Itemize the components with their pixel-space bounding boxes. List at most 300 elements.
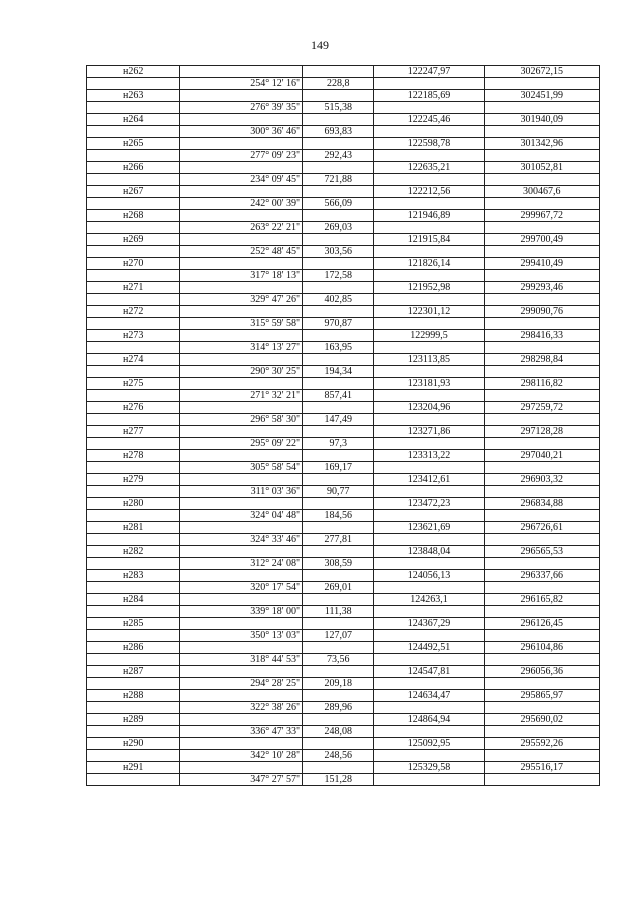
- point-id-cell: [87, 414, 180, 426]
- coordinate-y: 296337,66: [484, 570, 599, 582]
- point-id: н263: [87, 90, 180, 102]
- segment-row: [87, 390, 600, 402]
- point-row: [87, 570, 600, 582]
- point-row: [87, 210, 600, 222]
- distance-cell: [303, 762, 374, 774]
- coordinate-x-cell: [374, 150, 484, 162]
- coordinate-x: 121946,89: [374, 210, 484, 222]
- point-id: н283: [87, 570, 180, 582]
- point-row: [87, 378, 600, 390]
- direction-angle-cell: [180, 546, 303, 558]
- point-row: [87, 762, 600, 774]
- direction-angle-cell: [180, 522, 303, 534]
- point-id-cell: [87, 222, 180, 234]
- coordinate-x: 124547,81: [374, 666, 484, 678]
- coordinate-x-cell: [374, 534, 484, 546]
- coordinate-y: 302672,15: [484, 66, 599, 78]
- point-id-cell: [87, 726, 180, 738]
- coordinate-y: 295865,97: [484, 690, 599, 702]
- coordinate-y-cell: [484, 150, 599, 162]
- direction-angle-cell: [180, 594, 303, 606]
- coordinate-x: 122212,56: [374, 186, 484, 198]
- point-row: [87, 594, 600, 606]
- point-id-cell: [87, 582, 180, 594]
- point-id: н284: [87, 594, 180, 606]
- distance-cell: [303, 234, 374, 246]
- distance-cell: [303, 282, 374, 294]
- coordinate-x-cell: [374, 342, 484, 354]
- direction-angle: 322° 38' 26": [180, 702, 303, 714]
- point-id-cell: [87, 630, 180, 642]
- point-id: н289: [87, 714, 180, 726]
- segment-row: [87, 726, 600, 738]
- distance: 228,8: [303, 78, 374, 90]
- coordinate-y-cell: [484, 654, 599, 666]
- distance-cell: [303, 114, 374, 126]
- distance: 151,28: [303, 774, 374, 786]
- point-row: [87, 546, 600, 558]
- direction-angle-cell: [180, 426, 303, 438]
- direction-angle-cell: [180, 282, 303, 294]
- distance: 292,43: [303, 150, 374, 162]
- coordinate-x: 124263,1: [374, 594, 484, 606]
- coordinate-x-cell: [374, 678, 484, 690]
- point-row: [87, 618, 600, 630]
- segment-row: [87, 486, 600, 498]
- coordinate-x: 123181,93: [374, 378, 484, 390]
- coordinate-y: 295592,26: [484, 738, 599, 750]
- coordinate-x-cell: [374, 318, 484, 330]
- point-row: [87, 162, 600, 174]
- coordinate-y-cell: [484, 318, 599, 330]
- point-id: н286: [87, 642, 180, 654]
- distance-cell: [303, 666, 374, 678]
- coordinate-y: 299967,72: [484, 210, 599, 222]
- point-row: [87, 474, 600, 486]
- segment-row: [87, 414, 600, 426]
- coordinate-y-cell: [484, 702, 599, 714]
- coordinate-x-cell: [374, 270, 484, 282]
- coordinate-y: 299293,46: [484, 282, 599, 294]
- segment-row: [87, 342, 600, 354]
- coordinate-x: 124492,51: [374, 642, 484, 654]
- point-id-cell: [87, 486, 180, 498]
- distance: 721,88: [303, 174, 374, 186]
- point-row: [87, 642, 600, 654]
- coordinate-y: 296104,86: [484, 642, 599, 654]
- point-id-cell: [87, 390, 180, 402]
- distance: 277,81: [303, 534, 374, 546]
- coordinate-x-cell: [374, 390, 484, 402]
- distance: 111,38: [303, 606, 374, 618]
- page-number: 149: [311, 38, 329, 52]
- point-row: [87, 426, 600, 438]
- point-id: н288: [87, 690, 180, 702]
- coordinate-x-cell: [374, 702, 484, 714]
- segment-row: [87, 774, 600, 786]
- segment-row: [87, 654, 600, 666]
- coordinate-y-cell: [484, 462, 599, 474]
- coordinates-table-body: [87, 66, 600, 786]
- coordinate-x: 123313,22: [374, 450, 484, 462]
- coordinate-x-cell: [374, 558, 484, 570]
- segment-row: [87, 462, 600, 474]
- direction-angle-cell: [180, 186, 303, 198]
- coordinate-y-cell: [484, 270, 599, 282]
- distance: 127,07: [303, 630, 374, 642]
- coordinate-x-cell: [374, 246, 484, 258]
- direction-angle: 336° 47' 33": [180, 726, 303, 738]
- direction-angle-cell: [180, 354, 303, 366]
- direction-angle-cell: [180, 402, 303, 414]
- coordinates-table: [86, 65, 600, 786]
- segment-row: [87, 270, 600, 282]
- direction-angle-cell: [180, 234, 303, 246]
- point-id: н272: [87, 306, 180, 318]
- segment-row: [87, 102, 600, 114]
- coordinate-x-cell: [374, 510, 484, 522]
- point-id-cell: [87, 702, 180, 714]
- segment-row: [87, 750, 600, 762]
- direction-angle: 317° 18' 13": [180, 270, 303, 282]
- coordinate-y-cell: [484, 414, 599, 426]
- direction-angle: 277° 09' 23": [180, 150, 303, 162]
- direction-angle-cell: [180, 642, 303, 654]
- point-id: н280: [87, 498, 180, 510]
- coordinate-x-cell: [374, 654, 484, 666]
- direction-angle-cell: [180, 162, 303, 174]
- segment-row: [87, 582, 600, 594]
- coordinate-y: 296565,53: [484, 546, 599, 558]
- direction-angle: 254° 12' 16": [180, 78, 303, 90]
- point-id-cell: [87, 750, 180, 762]
- coordinate-y: 299410,49: [484, 258, 599, 270]
- direction-angle-cell: [180, 258, 303, 270]
- coordinate-x-cell: [374, 774, 484, 786]
- coordinate-y: 297259,72: [484, 402, 599, 414]
- distance: 73,56: [303, 654, 374, 666]
- coordinate-x-cell: [374, 102, 484, 114]
- segment-row: [87, 318, 600, 330]
- point-id-cell: [87, 78, 180, 90]
- coordinate-x-cell: [374, 198, 484, 210]
- distance-cell: [303, 642, 374, 654]
- coordinate-y: 296126,45: [484, 618, 599, 630]
- point-id: н287: [87, 666, 180, 678]
- distance: 515,38: [303, 102, 374, 114]
- point-row: [87, 234, 600, 246]
- direction-angle: 320° 17' 54": [180, 582, 303, 594]
- direction-angle: 300° 36' 46": [180, 126, 303, 138]
- direction-angle-cell: [180, 138, 303, 150]
- direction-angle-cell: [180, 690, 303, 702]
- coordinate-y-cell: [484, 774, 599, 786]
- point-id: н275: [87, 378, 180, 390]
- coordinate-y-cell: [484, 174, 599, 186]
- coordinate-y: 299090,76: [484, 306, 599, 318]
- coordinate-x: 123412,61: [374, 474, 484, 486]
- coordinate-x: 125092,95: [374, 738, 484, 750]
- coordinate-x-cell: [374, 462, 484, 474]
- distance: 308,59: [303, 558, 374, 570]
- direction-angle-cell: [180, 762, 303, 774]
- point-id-cell: [87, 678, 180, 690]
- point-row: [87, 330, 600, 342]
- coordinate-x-cell: [374, 366, 484, 378]
- segment-row: [87, 702, 600, 714]
- coordinate-y: 295516,17: [484, 762, 599, 774]
- coordinate-y-cell: [484, 534, 599, 546]
- segment-row: [87, 150, 600, 162]
- distance: 402,85: [303, 294, 374, 306]
- coordinate-x: 124864,94: [374, 714, 484, 726]
- coordinate-x-cell: [374, 126, 484, 138]
- direction-angle-cell: [180, 498, 303, 510]
- coordinate-x: 121826,14: [374, 258, 484, 270]
- direction-angle-cell: [180, 330, 303, 342]
- segment-row: [87, 678, 600, 690]
- direction-angle: 329° 47' 26": [180, 294, 303, 306]
- point-id-cell: [87, 174, 180, 186]
- direction-angle-cell: [180, 66, 303, 78]
- coordinate-x: 122301,12: [374, 306, 484, 318]
- point-id-cell: [87, 534, 180, 546]
- distance-cell: [303, 258, 374, 270]
- coordinate-y-cell: [484, 102, 599, 114]
- distance: 303,56: [303, 246, 374, 258]
- direction-angle: 315° 59' 58": [180, 318, 303, 330]
- direction-angle-cell: [180, 714, 303, 726]
- coordinate-x: 122245,46: [374, 114, 484, 126]
- direction-angle: 339° 18' 00": [180, 606, 303, 618]
- segment-row: [87, 222, 600, 234]
- coordinate-x-cell: [374, 78, 484, 90]
- direction-angle-cell: [180, 738, 303, 750]
- segment-row: [87, 246, 600, 258]
- coordinate-y-cell: [484, 630, 599, 642]
- point-row: [87, 138, 600, 150]
- coordinate-y-cell: [484, 726, 599, 738]
- coordinate-y: 296834,88: [484, 498, 599, 510]
- point-id-cell: [87, 126, 180, 138]
- point-id: н274: [87, 354, 180, 366]
- coordinate-y-cell: [484, 198, 599, 210]
- coordinate-y: 298416,33: [484, 330, 599, 342]
- coordinate-x: 125329,58: [374, 762, 484, 774]
- direction-angle: 311° 03' 36": [180, 486, 303, 498]
- coordinate-y: 298116,82: [484, 378, 599, 390]
- distance: 857,41: [303, 390, 374, 402]
- coordinate-y-cell: [484, 582, 599, 594]
- point-id-cell: [87, 270, 180, 282]
- direction-angle: 350° 13' 03": [180, 630, 303, 642]
- direction-angle: 347° 27' 57": [180, 774, 303, 786]
- coordinate-x-cell: [374, 630, 484, 642]
- point-id: н268: [87, 210, 180, 222]
- point-row: [87, 114, 600, 126]
- coordinate-y: 301052,81: [484, 162, 599, 174]
- direction-angle: 305° 58' 54": [180, 462, 303, 474]
- coordinate-x: 122635,21: [374, 162, 484, 174]
- point-row: [87, 354, 600, 366]
- coordinate-y: 297040,21: [484, 450, 599, 462]
- point-id: н262: [87, 66, 180, 78]
- point-row: [87, 522, 600, 534]
- distance-cell: [303, 186, 374, 198]
- direction-angle-cell: [180, 378, 303, 390]
- direction-angle-cell: [180, 306, 303, 318]
- point-id: н273: [87, 330, 180, 342]
- point-row: [87, 258, 600, 270]
- point-id-cell: [87, 246, 180, 258]
- direction-angle-cell: [180, 570, 303, 582]
- point-row: [87, 690, 600, 702]
- distance-cell: [303, 714, 374, 726]
- coordinate-x: 123848,04: [374, 546, 484, 558]
- coordinate-x: 124056,13: [374, 570, 484, 582]
- point-id: н290: [87, 738, 180, 750]
- distance-cell: [303, 330, 374, 342]
- direction-angle-cell: [180, 618, 303, 630]
- point-id: н278: [87, 450, 180, 462]
- point-id: н291: [87, 762, 180, 774]
- point-id: н276: [87, 402, 180, 414]
- coordinate-y: 295690,02: [484, 714, 599, 726]
- coordinate-x-cell: [374, 582, 484, 594]
- point-row: [87, 186, 600, 198]
- coordinate-x-cell: [374, 726, 484, 738]
- direction-angle: 234° 09' 45": [180, 174, 303, 186]
- direction-angle-cell: [180, 666, 303, 678]
- segment-row: [87, 438, 600, 450]
- coordinate-y-cell: [484, 606, 599, 618]
- direction-angle-cell: [180, 210, 303, 222]
- point-id: н265: [87, 138, 180, 150]
- distance: 163,95: [303, 342, 374, 354]
- distance: 97,3: [303, 438, 374, 450]
- point-id-cell: [87, 462, 180, 474]
- point-id-cell: [87, 342, 180, 354]
- direction-angle: 242° 00' 39": [180, 198, 303, 210]
- coordinate-x: 122999,5: [374, 330, 484, 342]
- distance: 147,49: [303, 414, 374, 426]
- point-row: [87, 498, 600, 510]
- direction-angle: 296° 58' 30": [180, 414, 303, 426]
- point-row: [87, 714, 600, 726]
- coordinate-y-cell: [484, 750, 599, 762]
- coordinate-y-cell: [484, 78, 599, 90]
- coordinate-x-cell: [374, 750, 484, 762]
- distance: 194,34: [303, 366, 374, 378]
- coordinate-y: 301940,09: [484, 114, 599, 126]
- coordinate-x: 123271,86: [374, 426, 484, 438]
- segment-row: [87, 366, 600, 378]
- point-id-cell: [87, 510, 180, 522]
- coordinate-y-cell: [484, 222, 599, 234]
- segment-row: [87, 174, 600, 186]
- segment-row: [87, 198, 600, 210]
- distance: 269,03: [303, 222, 374, 234]
- distance: 566,09: [303, 198, 374, 210]
- point-row: [87, 402, 600, 414]
- point-id-cell: [87, 150, 180, 162]
- segment-row: [87, 78, 600, 90]
- segment-row: [87, 294, 600, 306]
- coordinate-x: 123204,96: [374, 402, 484, 414]
- direction-angle: 318° 44' 53": [180, 654, 303, 666]
- distance-cell: [303, 546, 374, 558]
- point-id: н279: [87, 474, 180, 486]
- coordinate-x: 122247,97: [374, 66, 484, 78]
- point-id-cell: [87, 654, 180, 666]
- distance: 248,08: [303, 726, 374, 738]
- point-id: н282: [87, 546, 180, 558]
- distance: 209,18: [303, 678, 374, 690]
- coordinate-y: 298298,84: [484, 354, 599, 366]
- distance: 172,58: [303, 270, 374, 282]
- direction-angle-cell: [180, 450, 303, 462]
- point-id: н271: [87, 282, 180, 294]
- distance-cell: [303, 426, 374, 438]
- distance: 289,96: [303, 702, 374, 714]
- direction-angle: 295° 09' 22": [180, 438, 303, 450]
- distance-cell: [303, 450, 374, 462]
- point-row: [87, 282, 600, 294]
- distance: 693,83: [303, 126, 374, 138]
- distance-cell: [303, 354, 374, 366]
- point-id-cell: [87, 438, 180, 450]
- point-id-cell: [87, 774, 180, 786]
- coordinate-y-cell: [484, 126, 599, 138]
- coordinate-y: 301342,96: [484, 138, 599, 150]
- point-id: н277: [87, 426, 180, 438]
- segment-row: [87, 510, 600, 522]
- point-id: н264: [87, 114, 180, 126]
- direction-angle-cell: [180, 474, 303, 486]
- point-row: [87, 66, 600, 78]
- coordinate-y: 302451,99: [484, 90, 599, 102]
- coordinate-x-cell: [374, 222, 484, 234]
- point-id: н285: [87, 618, 180, 630]
- coordinate-y-cell: [484, 438, 599, 450]
- point-id-cell: [87, 102, 180, 114]
- distance: 90,77: [303, 486, 374, 498]
- segment-row: [87, 558, 600, 570]
- coordinate-y: 296903,32: [484, 474, 599, 486]
- coordinate-y-cell: [484, 366, 599, 378]
- distance-cell: [303, 66, 374, 78]
- distance: 169,17: [303, 462, 374, 474]
- direction-angle: 252° 48' 45": [180, 246, 303, 258]
- direction-angle: 324° 33' 46": [180, 534, 303, 546]
- coordinate-y-cell: [484, 390, 599, 402]
- coordinate-x: 123472,23: [374, 498, 484, 510]
- coordinate-y-cell: [484, 486, 599, 498]
- direction-angle: 294° 28' 25": [180, 678, 303, 690]
- direction-angle: 324° 04' 48": [180, 510, 303, 522]
- distance-cell: [303, 594, 374, 606]
- coordinate-y-cell: [484, 558, 599, 570]
- coordinate-y-cell: [484, 294, 599, 306]
- distance-cell: [303, 738, 374, 750]
- point-id: н269: [87, 234, 180, 246]
- point-row: [87, 90, 600, 102]
- distance-cell: [303, 138, 374, 150]
- segment-row: [87, 630, 600, 642]
- segment-row: [87, 606, 600, 618]
- direction-angle: 312° 24' 08": [180, 558, 303, 570]
- coordinate-x: 121952,98: [374, 282, 484, 294]
